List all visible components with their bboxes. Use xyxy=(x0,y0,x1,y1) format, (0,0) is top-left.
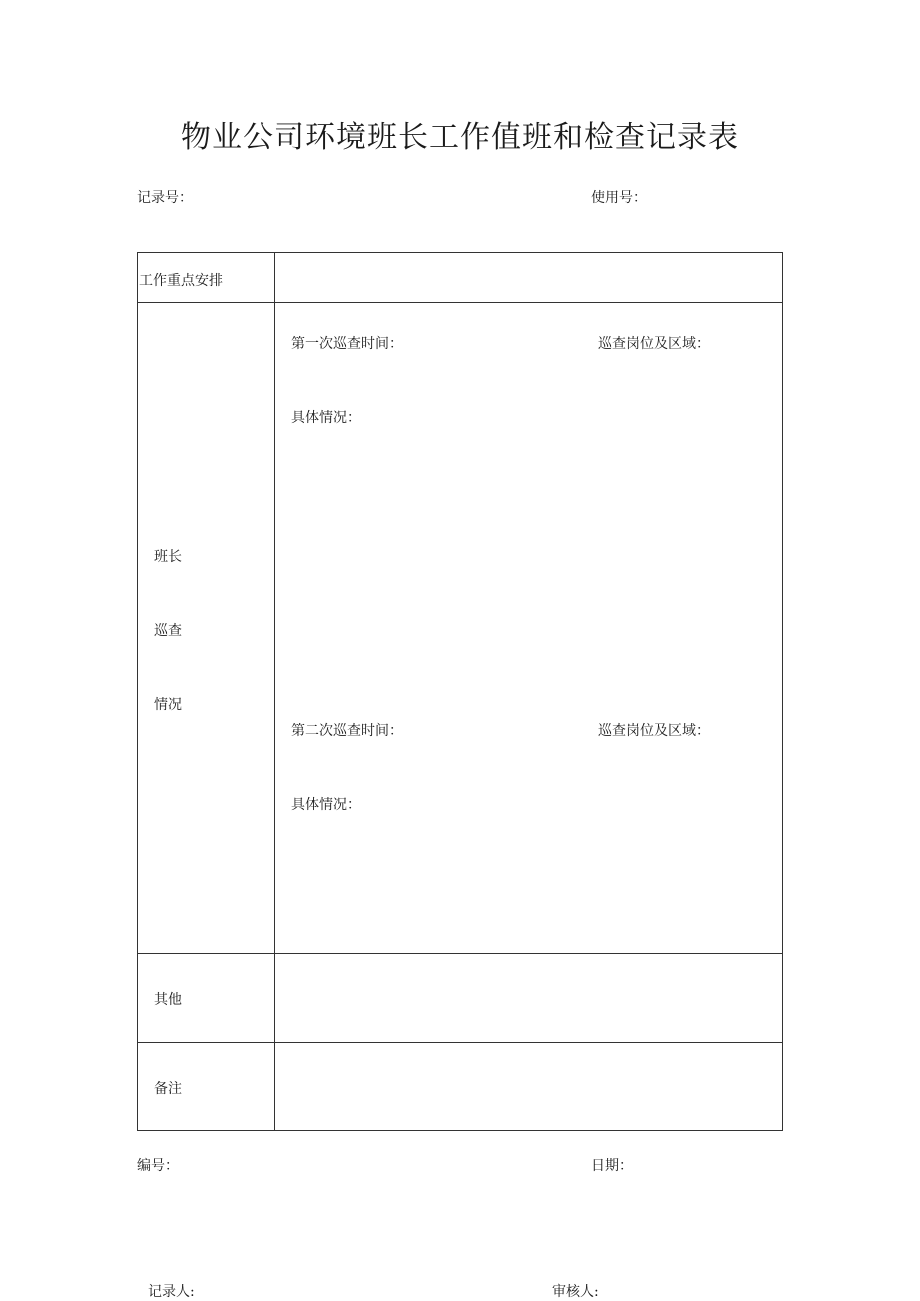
other-label: 其他 xyxy=(154,992,182,1008)
work-focus-label: 工作重点安排 xyxy=(139,273,223,289)
date-label: 日期： xyxy=(591,1158,633,1174)
reviewer-label: 审核人: xyxy=(552,1284,599,1300)
inspection-label-line-2: 巡查 xyxy=(154,623,182,639)
row-divider-3 xyxy=(138,1042,782,1043)
first-detail-field[interactable] xyxy=(291,433,771,703)
inspection-label-line-3: 情况 xyxy=(154,697,182,713)
other-field[interactable] xyxy=(276,955,781,1041)
page-title: 物业公司环境班长工作值班和检查记录表 xyxy=(181,120,739,155)
use-no-label: 使用号： xyxy=(591,190,647,206)
column-divider xyxy=(274,253,275,1130)
second-detail-label: 具体情况： xyxy=(291,797,361,813)
second-check-time-label: 第二次巡查时间： xyxy=(291,723,403,739)
row-divider-1 xyxy=(138,302,782,303)
first-check-area-label: 巡查岗位及区域： xyxy=(598,336,710,352)
inspection-label-line-1: 班长 xyxy=(154,549,182,565)
recorder-label: 记录人: xyxy=(148,1284,195,1300)
remarks-field[interactable] xyxy=(276,1044,781,1130)
remarks-label: 备注 xyxy=(154,1081,182,1097)
row-divider-2 xyxy=(138,953,782,954)
first-detail-label: 具体情况： xyxy=(291,410,361,426)
serial-no-label: 编号： xyxy=(137,1158,179,1174)
record-form-table xyxy=(137,252,783,1131)
work-focus-field[interactable] xyxy=(276,254,781,301)
first-check-time-label: 第一次巡查时间： xyxy=(291,336,403,352)
second-check-area-label: 巡查岗位及区域： xyxy=(598,723,710,739)
record-no-label: 记录号： xyxy=(137,190,193,206)
second-detail-field[interactable] xyxy=(291,820,771,945)
